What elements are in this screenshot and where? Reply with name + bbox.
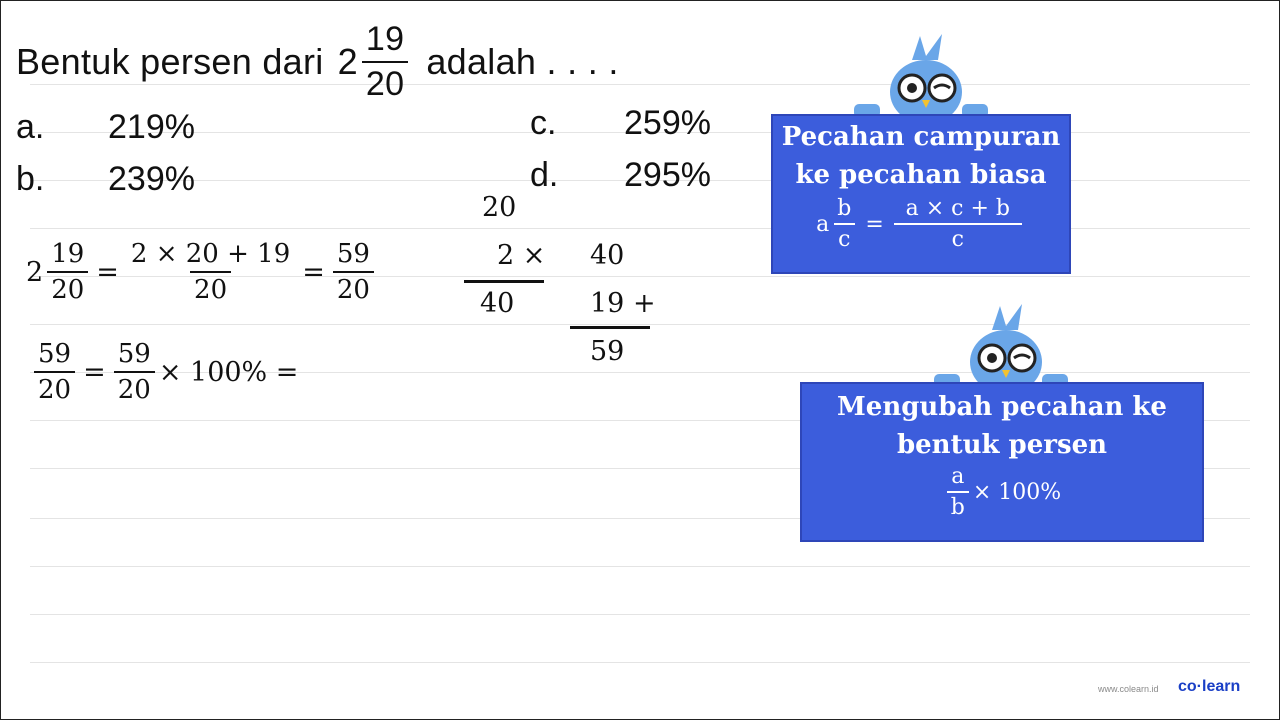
option-value: 239% xyxy=(108,160,195,198)
mixed-whole: 2 xyxy=(26,256,44,288)
box-formula xyxy=(802,464,1202,520)
box-title-line-1: Pecahan campuran xyxy=(781,122,1061,152)
percent-expression: × 100% xyxy=(972,479,1062,505)
equals-sign: = xyxy=(865,211,884,237)
fraction-right xyxy=(114,339,155,405)
denominator: 20 xyxy=(114,371,155,405)
calc-add-op: 19 + xyxy=(590,288,656,319)
box-formula xyxy=(773,196,1069,252)
denominator: c xyxy=(894,223,1022,252)
question-whole: 2 xyxy=(337,41,358,82)
work-line-2 xyxy=(30,332,298,412)
equals-sign: = xyxy=(302,256,325,288)
numerator: 59 xyxy=(336,239,370,269)
box-title-line-1: Mengubah pecahan ke xyxy=(837,392,1167,422)
option-value: 219% xyxy=(108,108,195,146)
option-letter: b. xyxy=(16,160,45,198)
equals-sign: = xyxy=(96,256,119,288)
option-d xyxy=(530,156,711,195)
numerator: 2 × 20 + 19 xyxy=(130,239,291,269)
colearn-logo: co·learn xyxy=(1178,678,1241,695)
mixed-fraction xyxy=(47,239,88,305)
formula-whole: a xyxy=(816,211,830,237)
numerator: b xyxy=(837,196,852,221)
option-letter: c. xyxy=(530,104,557,142)
option-letter: a. xyxy=(16,108,45,146)
question-prefix: Bentuk persen dari xyxy=(16,41,324,82)
footer-url: www.colearn.id xyxy=(1098,684,1159,694)
numerator: 19 xyxy=(51,239,85,269)
equals-sign: = xyxy=(83,356,106,388)
numerator: 59 xyxy=(38,339,72,369)
question-denominator: 20 xyxy=(362,61,408,104)
denominator: 20 xyxy=(34,371,75,405)
owl-mascot-icon xyxy=(930,300,1070,390)
calc-mult-line xyxy=(464,280,544,283)
calc-mult-top: 20 xyxy=(482,192,517,223)
denominator: c xyxy=(834,223,854,252)
calc-add-result: 59 xyxy=(590,336,625,367)
option-a xyxy=(16,108,195,147)
box-title-line-2: ke pecahan biasa xyxy=(795,160,1047,190)
info-box-mixed-to-fraction xyxy=(771,114,1071,274)
calc-mult-op: 2 × xyxy=(497,240,546,271)
formula-fraction xyxy=(947,464,969,520)
expression-fraction xyxy=(127,239,294,305)
percent-expression: × 100% = xyxy=(158,356,299,388)
info-box-fraction-to-percent xyxy=(800,382,1204,542)
option-value: 295% xyxy=(624,156,711,194)
box-title-line-2: bentuk persen xyxy=(896,430,1108,460)
numerator: 59 xyxy=(117,339,151,369)
question-numerator: 19 xyxy=(365,20,405,58)
question-suffix: adalah . . . . xyxy=(426,41,619,82)
option-letter: d. xyxy=(530,156,559,194)
denominator: 20 xyxy=(47,271,88,305)
denominator: b xyxy=(947,491,969,520)
denominator: 20 xyxy=(333,271,374,305)
formula-result-fraction xyxy=(894,196,1022,252)
formula-fraction xyxy=(833,196,855,252)
numerator: a xyxy=(951,464,965,489)
fraction-left xyxy=(34,339,75,405)
owl-mascot-icon xyxy=(850,30,990,120)
work-line-1 xyxy=(26,232,378,312)
option-c xyxy=(530,104,711,143)
question xyxy=(16,12,619,112)
result-fraction xyxy=(333,239,374,305)
calc-add-line xyxy=(570,326,650,329)
option-b xyxy=(16,160,195,199)
question-fraction xyxy=(362,20,408,104)
numerator: a × c + b xyxy=(905,196,1011,221)
calc-mult-result: 40 xyxy=(480,288,515,319)
denominator: 20 xyxy=(190,271,231,305)
calc-add-top: 40 xyxy=(590,240,625,271)
option-value: 259% xyxy=(624,104,711,142)
